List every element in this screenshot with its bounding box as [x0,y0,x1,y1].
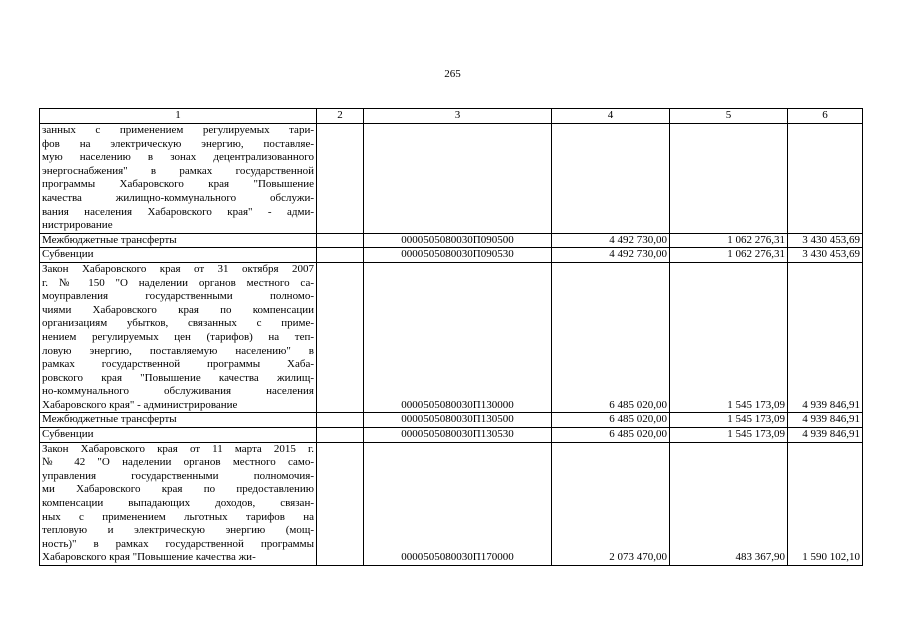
description-line: качества жилищно-коммунального обслужи- [42,191,314,204]
planned-amount-cell: 6 485 020,00 [552,428,670,443]
planned-amount-cell: 4 492 730,00 [552,248,670,263]
column-2-cell [317,248,364,263]
description-line: нистрирование [42,219,113,232]
description-line: Закон Хабаровского края от 31 октября 2007 [42,262,314,275]
description-line: организациям убытков, связанных с приме- [42,317,314,330]
description-line: Хабаровского края "Повышение качества жи- [42,551,256,564]
executed-amount-cell: 1 545 173,09 [670,262,788,413]
planned-amount-cell: 6 485 020,00 [552,262,670,413]
executed-amount-cell: 1 545 173,09 [670,428,788,443]
row-description [40,233,317,248]
description-line: ловую энергию, поставляемую населению" в [42,344,314,357]
row-description [40,428,317,443]
column-header: 2 [317,109,364,124]
planned-amount-cell: 6 485 020,00 [552,413,670,428]
budget-code-cell: 0000505080030П090530 [364,248,552,263]
column-2-cell [317,442,364,565]
table-row [40,442,863,565]
column-2-cell [317,413,364,428]
executed-amount-cell: 483 367,90 [670,442,788,565]
remaining-amount-cell: 4 939 846,91 [788,413,863,428]
executed-amount-cell: 1 062 276,31 [670,233,788,248]
table-row [40,262,863,413]
planned-amount-cell: 2 073 470,00 [552,442,670,565]
column-2-cell [317,262,364,413]
remaining-amount-cell: 4 939 846,91 [788,262,863,413]
description-line: Хабаровского края" - администрирование [42,398,238,411]
description-line: Закон Хабаровского края от 11 марта 2015 г. [42,442,314,455]
description-line: ми Хабаровского края по предоставлению [42,483,314,496]
table-row [40,428,863,443]
row-description [40,248,317,263]
description-line: Субвенции [42,428,94,441]
table-row [40,233,863,248]
remaining-amount-cell: 3 430 453,69 [788,233,863,248]
executed-amount-cell [670,124,788,234]
description-line: г. № 150 "О наделении органов местного са- [42,276,314,289]
column-header: 1 [40,109,317,124]
description-line: мую населению в зонах децентрализованного [42,151,314,164]
budget-table [39,108,863,566]
description-line: Субвенции [42,248,94,261]
description-line: программы Хабаровского края "Повышение [42,178,314,191]
remaining-amount-cell: 4 939 846,91 [788,428,863,443]
description-line: тепловую и электрическую энергию (мощ- [42,524,314,537]
description-line: ных с применением льготных тарифов на [42,510,314,523]
description-line: рамках государственной программы Хаба- [42,358,314,371]
planned-amount-cell: 4 492 730,00 [552,233,670,248]
description-line: занных с применением регулируемых тари- [42,124,314,136]
description-line: № 42 "О наделении органов местного само- [42,456,314,469]
description-line: компенсации выпадающих доходов, связан- [42,497,314,510]
column-2-cell [317,428,364,443]
column-header: 4 [552,109,670,124]
budget-code-cell: 0000505080030П130500 [364,413,552,428]
description-line: Межбюджетные трансферты [42,233,177,246]
budget-code-cell: 0000505080030П090500 [364,233,552,248]
description-line: вания населения Хабаровского края" - адми- [42,205,314,218]
description-line: Межбюджетные трансферты [42,413,177,426]
description-line: чиями Хабаровского края по компенсации [42,303,314,316]
description-line: моуправления государственными полномо- [42,290,314,303]
executed-amount-cell: 1 545 173,09 [670,413,788,428]
budget-code-cell: 0000505080030П130530 [364,428,552,443]
remaining-amount-cell: 3 430 453,69 [788,248,863,263]
description-line: фов на электрическую энергию, поставляе- [42,137,314,150]
row-description [40,124,317,234]
planned-amount-cell [552,124,670,234]
table-row [40,413,863,428]
column-2-cell [317,124,364,234]
budget-code-cell [364,124,552,234]
executed-amount-cell: 1 062 276,31 [670,248,788,263]
page-number: 265 [444,68,461,80]
column-header: 5 [670,109,788,124]
remaining-amount-cell [788,124,863,234]
table-row [40,248,863,263]
column-2-cell [317,233,364,248]
remaining-amount-cell: 1 590 102,10 [788,442,863,565]
description-line: нением регулируемых цен (тарифов) на теп- [42,330,314,343]
budget-code-cell: 0000505080030П170000 [364,442,552,565]
description-line: но-коммунального обслуживания населения [42,385,314,398]
budget-code-cell: 0000505080030П130000 [364,262,552,413]
table-row [40,124,863,234]
description-line: ровского края "Повышение качества жилищ- [42,371,314,384]
column-header: 3 [364,109,552,124]
row-description [40,262,317,413]
row-description [40,413,317,428]
description-line: управления государственными полномочия- [42,469,314,482]
description-line: энергоснабжения" в рамках государственной [42,164,314,177]
row-description [40,442,317,565]
column-header: 6 [788,109,863,124]
table-header-row [40,109,863,124]
description-line: ность)" в рамках государственной программы [42,537,314,550]
